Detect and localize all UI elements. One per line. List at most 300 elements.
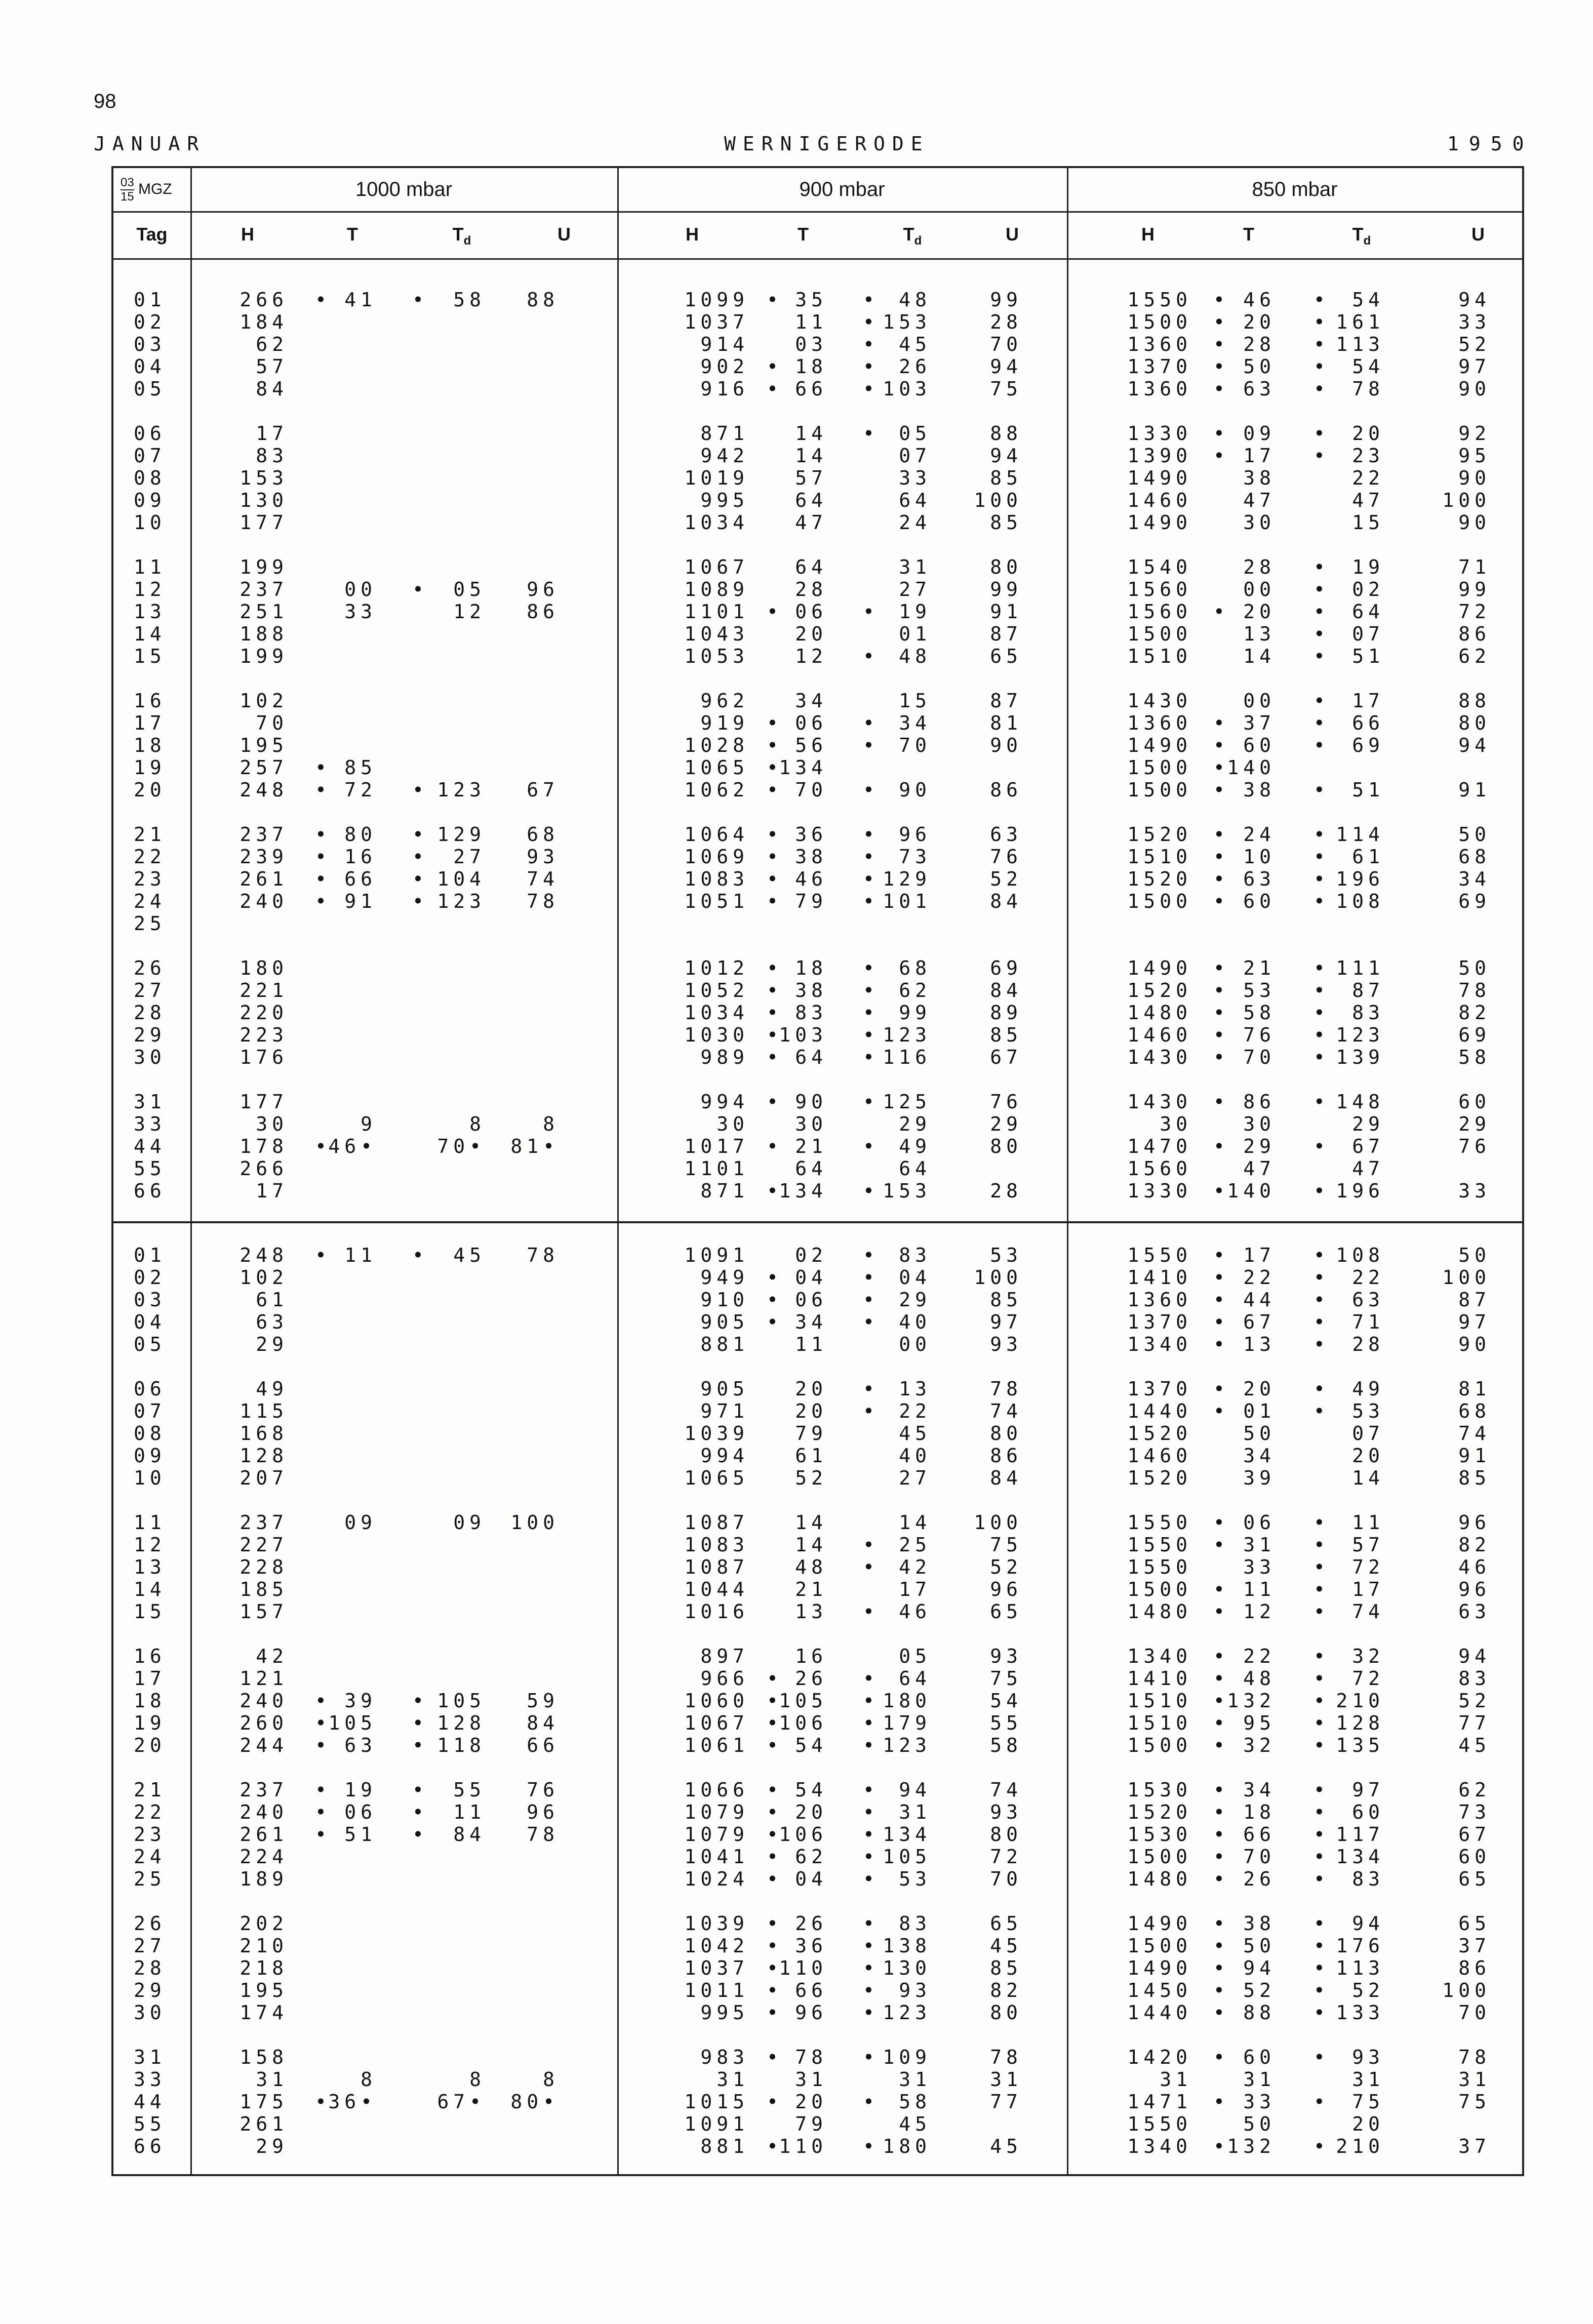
value-cell: 47 (1243, 1157, 1276, 1180)
sign-dot: • (863, 1046, 879, 1068)
day-cell: 20 (134, 779, 166, 801)
value-cell: 108 (1336, 1244, 1384, 1266)
value-cell: 140 (1227, 756, 1276, 779)
sign-dot: • (1313, 556, 1330, 578)
value-cell: 00 (899, 1333, 931, 1355)
table-row (113, 1734, 1522, 1756)
sign-dot: • (1313, 1311, 1330, 1333)
value-cell: 93 (899, 1979, 931, 2001)
sign-dot: • (1313, 734, 1330, 756)
table-row (113, 2113, 1522, 2135)
day-cell: 30 (134, 1046, 166, 1068)
value-cell: 65 (990, 1912, 1022, 1935)
value-cell: 1470 (1127, 1135, 1192, 1157)
sign-dot: • (863, 378, 879, 400)
value-cell: 17 (1243, 445, 1276, 467)
value-cell: 1520 (1127, 979, 1192, 1001)
value-cell: 132 (1227, 1690, 1276, 1712)
sign-dot: • (863, 1957, 879, 1979)
value-cell: 02 (795, 1244, 827, 1266)
value-cell: 22 (1243, 1266, 1276, 1289)
value-cell: 1052 (684, 979, 749, 1001)
value-cell: 47 (1352, 1157, 1384, 1180)
value-cell: 80 (1458, 712, 1491, 734)
table-row (113, 1244, 1522, 1266)
value-cell: 1061 (684, 1734, 749, 1756)
table-row (113, 868, 1522, 890)
value-cell: 177 (240, 511, 288, 534)
table-row (113, 2068, 1522, 2091)
value-cell: 04 (899, 1266, 931, 1289)
value-cell: 195 (240, 734, 288, 756)
sign-dot: • (1213, 1801, 1229, 1823)
sign-dot: • (1213, 1667, 1229, 1690)
sign-dot: • (767, 756, 783, 779)
value-cell: 83 (1458, 1667, 1491, 1690)
value-cell: 123 (883, 1024, 931, 1046)
value-cell: 1067 (684, 1712, 749, 1734)
sign-dot: • (1313, 1935, 1330, 1957)
value-cell: 239 (240, 846, 288, 868)
table-row (113, 2046, 1522, 2068)
value-cell: 90 (1458, 511, 1491, 534)
value-cell: 77 (990, 2091, 1022, 2113)
sign-dot: • (863, 1734, 879, 1756)
value-cell: 1034 (684, 1001, 749, 1024)
value-cell: 40 (899, 1445, 931, 1467)
sign-dot: • (315, 868, 331, 890)
value-cell: 202 (240, 1912, 288, 1935)
value-cell: 135 (1336, 1734, 1384, 1756)
value-cell: 1430 (1127, 1046, 1192, 1068)
sign-dot: • (863, 333, 879, 355)
value-cell: 02 (1352, 578, 1384, 600)
sign-dot: • (863, 1868, 879, 1890)
level-850: 850 mbar (1252, 178, 1338, 201)
value-cell: 1370 (1127, 355, 1192, 378)
value-cell: 92 (1458, 422, 1491, 445)
table-row (113, 511, 1522, 534)
sign-dot: • (767, 289, 783, 311)
value-cell: 1500 (1127, 1734, 1192, 1756)
sign-dot: • (863, 1779, 879, 1801)
sign-dot: • (767, 1690, 783, 1712)
sign-dot: • (1313, 1289, 1330, 1311)
sign-dot: • (767, 355, 783, 378)
value-cell: 1440 (1127, 1400, 1192, 1422)
value-cell: 60 (1458, 1091, 1491, 1113)
day-cell: 55 (134, 2113, 166, 2135)
value-cell: 54 (795, 1779, 827, 1801)
sign-dot: • (863, 1180, 879, 1202)
value-cell: 03 (795, 333, 827, 355)
day-cell: 04 (134, 1311, 166, 1333)
value-cell: 49 (256, 1378, 288, 1400)
value-cell: 80 (990, 1823, 1022, 1846)
value-cell: 1500 (1127, 779, 1192, 801)
value-cell: 1560 (1127, 578, 1192, 600)
value-cell: 153 (240, 467, 288, 489)
sign-dot: • (1313, 1180, 1330, 1202)
sign-dot: • (412, 1801, 428, 1823)
value-cell: 87 (1458, 1289, 1491, 1311)
sign-dot: • (1313, 1333, 1330, 1355)
sign-dot: • (1213, 823, 1229, 846)
value-cell: 34 (1243, 1779, 1276, 1801)
value-cell: 85 (1458, 1467, 1491, 1489)
table-row (113, 1289, 1522, 1311)
value-cell: 70 (990, 1868, 1022, 1890)
value-cell: 23 (1352, 445, 1384, 467)
value-cell: 93 (990, 1645, 1022, 1667)
value-cell: 266 (240, 1157, 288, 1180)
value-cell: 47 (1243, 489, 1276, 511)
value-cell: 99 (1458, 578, 1491, 600)
value-cell: 210 (240, 1935, 288, 1957)
value-cell: 105 (779, 1690, 827, 1712)
day-cell: 02 (134, 311, 166, 333)
value-cell: 20 (795, 1801, 827, 1823)
value-cell: 15 (899, 690, 931, 712)
value-cell: 68 (527, 823, 559, 846)
sign-dot: • (1313, 1001, 1330, 1024)
value-cell: 113 (1336, 333, 1384, 355)
sign-dot: • (1313, 2001, 1330, 2024)
table-row (113, 1400, 1522, 1422)
value-cell: 101 (883, 890, 931, 912)
value-cell: 180 (883, 1690, 931, 1712)
value-cell: 94 (1458, 734, 1491, 756)
value-cell: 14 (1352, 1467, 1384, 1489)
value-cell: 05 (899, 1645, 931, 1667)
sign-dot: • (1313, 979, 1330, 1001)
sign-dot: • (767, 957, 783, 979)
value-cell: 70• (437, 1135, 486, 1157)
sign-dot: • (767, 2046, 783, 2068)
value-cell: 28 (1243, 333, 1276, 355)
sign-dot: • (767, 1979, 783, 2001)
value-cell: 1520 (1127, 868, 1192, 890)
sign-dot: • (315, 756, 331, 779)
day-cell: 16 (134, 1645, 166, 1667)
value-cell: 1340 (1127, 2135, 1192, 2157)
sign-dot: • (863, 1266, 879, 1289)
table-row (113, 1024, 1522, 1046)
sign-dot: • (767, 712, 783, 734)
value-cell: 31 (899, 1801, 931, 1823)
day-cell: 13 (134, 1556, 166, 1578)
day-cell: 07 (134, 445, 166, 467)
value-cell: 27 (899, 578, 931, 600)
value-cell: 29 (1352, 1113, 1384, 1135)
value-cell: 1390 (1127, 445, 1192, 467)
sign-dot: • (767, 2001, 783, 2024)
value-cell: 33 (899, 467, 931, 489)
sign-dot: • (863, 868, 879, 890)
value-cell: 28 (1243, 556, 1276, 578)
sign-dot: • (1213, 1511, 1229, 1534)
sign-dot: • (1213, 2135, 1229, 2157)
value-cell: 168 (240, 1422, 288, 1445)
day-cell: 04 (134, 355, 166, 378)
sign-dot: • (863, 311, 879, 333)
value-cell: 1480 (1127, 1600, 1192, 1623)
sign-dot: • (1313, 1645, 1330, 1667)
table-row (113, 467, 1522, 489)
value-cell: 62 (899, 979, 931, 1001)
sign-dot: • (767, 1868, 783, 1890)
value-cell: 17 (256, 1180, 288, 1202)
day-cell: 23 (134, 868, 166, 890)
value-cell: 78 (990, 1378, 1022, 1400)
value-cell: 1360 (1127, 378, 1192, 400)
value-cell: 100 (1442, 489, 1491, 511)
sign-dot: • (767, 1266, 783, 1289)
sign-dot: • (767, 1001, 783, 1024)
value-cell: 88 (1458, 690, 1491, 712)
day-cell: 08 (134, 1422, 166, 1445)
value-cell: 34 (1458, 868, 1491, 890)
value-cell: 134 (779, 1180, 827, 1202)
sign-dot: • (863, 1534, 879, 1556)
sign-dot: • (863, 2091, 879, 2113)
value-cell: 16 (344, 846, 377, 868)
value-cell: 188 (240, 623, 288, 645)
sign-dot: • (315, 779, 331, 801)
level-1000: 1000 mbar (355, 178, 453, 201)
value-cell: 17 (899, 1578, 931, 1600)
value-cell: 897 (700, 1645, 749, 1667)
col-t-900: T (798, 224, 809, 245)
value-cell: 70 (1243, 1046, 1276, 1068)
value-cell: 1550 (1127, 1534, 1192, 1556)
day-cell: 24 (134, 890, 166, 912)
value-cell: 1011 (684, 1979, 749, 2001)
value-cell: 79 (795, 890, 827, 912)
sign-dot: • (1313, 1600, 1330, 1623)
value-cell: 94 (1458, 289, 1491, 311)
value-cell: 1490 (1127, 957, 1192, 979)
value-cell: 8 (543, 1113, 559, 1135)
value-cell: 60 (1352, 1801, 1384, 1823)
value-cell: 1430 (1127, 690, 1192, 712)
sign-dot: • (863, 1712, 879, 1734)
day-cell: 19 (134, 1712, 166, 1734)
value-cell: 94 (1243, 1957, 1276, 1979)
value-cell: 96 (1458, 1511, 1491, 1534)
value-cell: 63 (344, 1734, 377, 1756)
value-cell: 1530 (1127, 1823, 1192, 1846)
value-cell: 72 (1458, 600, 1491, 623)
value-cell: 942 (700, 445, 749, 467)
value-cell: 91 (1458, 1445, 1491, 1467)
value-cell: 237 (240, 1511, 288, 1534)
value-cell: 14 (899, 1511, 931, 1534)
value-cell: 1440 (1127, 2001, 1192, 2024)
value-cell: 37 (1243, 712, 1276, 734)
value-cell: 30 (256, 1113, 288, 1135)
value-cell: 21 (795, 1135, 827, 1157)
value-cell: 84 (990, 1467, 1022, 1489)
day-cell: 10 (134, 1467, 166, 1489)
value-cell: 36 (795, 823, 827, 846)
value-cell: 17 (256, 422, 288, 445)
value-cell: 76 (990, 846, 1022, 868)
sign-dot: • (1213, 1135, 1229, 1157)
value-cell: 210 (1336, 1690, 1384, 1712)
day-cell: 15 (134, 1600, 166, 1623)
value-cell: 99 (990, 578, 1022, 600)
value-cell: 1034 (684, 511, 749, 534)
value-cell: 58 (453, 289, 486, 311)
value-cell: 78 (1352, 378, 1384, 400)
value-cell: 1560 (1127, 1157, 1192, 1180)
value-cell: 129 (437, 823, 486, 846)
value-cell: 248 (240, 1244, 288, 1266)
sign-dot: • (1313, 1135, 1330, 1157)
value-cell: 995 (700, 2001, 749, 2024)
col-t-1000: T (347, 224, 358, 245)
day-cell: 07 (134, 1400, 166, 1422)
sign-dot: • (1313, 2046, 1330, 2068)
value-cell: 80 (990, 2001, 1022, 2024)
sign-dot: • (412, 779, 428, 801)
day-cell: 14 (134, 1578, 166, 1600)
value-cell: 261 (240, 868, 288, 890)
value-cell: 34 (1243, 1445, 1276, 1467)
value-cell: 237 (240, 578, 288, 600)
sign-dot: • (767, 1734, 783, 1756)
value-cell: 30 (716, 1113, 749, 1135)
col-td-letter: T (1352, 224, 1364, 245)
value-cell: 1015 (684, 2091, 749, 2113)
value-cell: 97 (1352, 1779, 1384, 1801)
day-cell: 29 (134, 1024, 166, 1046)
value-cell: 117 (1336, 1823, 1384, 1846)
value-cell: 1490 (1127, 734, 1192, 756)
value-cell: 75 (1352, 2091, 1384, 2113)
sign-dot: • (1313, 1046, 1330, 1068)
sign-dot: • (767, 734, 783, 756)
sign-dot: • (1313, 378, 1330, 400)
value-cell: 86 (1458, 1957, 1491, 1979)
value-cell: 76 (1243, 1024, 1276, 1046)
value-cell: 35 (795, 289, 827, 311)
day-cell: 05 (134, 1333, 166, 1355)
value-cell: 260 (240, 1712, 288, 1734)
value-cell: 1500 (1127, 1578, 1192, 1600)
value-cell: 118 (437, 1734, 486, 1756)
value-cell: 1030 (684, 1024, 749, 1046)
value-cell: 25 (899, 1534, 931, 1556)
value-cell: 132 (1227, 2135, 1276, 2157)
value-cell: 00 (1243, 578, 1276, 600)
value-cell: 66 (1352, 712, 1384, 734)
value-cell: 42 (899, 1556, 931, 1578)
value-cell: 84 (527, 1712, 559, 1734)
value-cell: 64 (899, 1157, 931, 1180)
value-cell: 52 (990, 1556, 1022, 1578)
value-cell: 53 (990, 1244, 1022, 1266)
value-cell: 1550 (1127, 1511, 1192, 1534)
sign-dot: • (1313, 623, 1330, 645)
value-cell: 52 (1243, 1979, 1276, 2001)
value-cell: 1083 (684, 868, 749, 890)
sign-dot: • (863, 422, 879, 445)
value-cell: 86 (990, 779, 1022, 801)
value-cell: 95 (1243, 1712, 1276, 1734)
table-row (113, 289, 1522, 311)
value-cell: 68 (899, 957, 931, 979)
value-cell: 80 (990, 1422, 1022, 1445)
table-row (113, 311, 1522, 333)
day-cell: 01 (134, 1244, 166, 1266)
value-cell: 871 (700, 1180, 749, 1202)
value-cell: 01 (899, 623, 931, 645)
value-cell: 83 (899, 1912, 931, 1935)
value-cell: 86 (990, 1445, 1022, 1467)
value-cell: 45 (899, 1422, 931, 1445)
value-cell: 33 (1458, 1180, 1491, 1202)
value-cell: 1450 (1127, 1979, 1192, 2001)
day-cell: 44 (134, 2091, 166, 2113)
day-cell: 26 (134, 957, 166, 979)
value-cell: 26 (795, 1667, 827, 1690)
value-cell: 94 (990, 445, 1022, 467)
value-cell: 45 (899, 333, 931, 355)
table-row (113, 1378, 1522, 1400)
value-cell: 22 (1243, 1645, 1276, 1667)
sign-dot: • (1213, 1823, 1229, 1846)
value-cell: 128 (437, 1712, 486, 1734)
value-cell: 138 (883, 1935, 931, 1957)
value-cell: 96 (795, 2001, 827, 2024)
day-cell: 33 (134, 1113, 166, 1135)
value-cell: 96 (990, 1578, 1022, 1600)
value-cell: 22 (1352, 1266, 1384, 1289)
value-cell: 31 (716, 2068, 749, 2091)
sign-dot: • (863, 823, 879, 846)
mgz-hour: 03 (121, 176, 134, 189)
sign-dot: • (1213, 1024, 1229, 1046)
value-cell: 46 (795, 868, 827, 890)
table-row (113, 1957, 1522, 1979)
value-cell: 1069 (684, 846, 749, 868)
col-td-letter: T (903, 224, 914, 245)
value-cell: 54 (795, 1734, 827, 1756)
value-cell: 1460 (1127, 1024, 1192, 1046)
sign-dot: • (767, 846, 783, 868)
value-cell: 29 (256, 1333, 288, 1355)
sign-dot: • (1313, 2135, 1330, 2157)
value-cell: 29 (256, 2135, 288, 2157)
value-cell: 65 (990, 1600, 1022, 1623)
value-cell: 1041 (684, 1846, 749, 1868)
table-row (113, 712, 1522, 734)
sign-dot: • (767, 1779, 783, 1801)
value-cell: 1012 (684, 957, 749, 979)
sign-dot: • (1313, 422, 1330, 445)
sign-dot: • (863, 1979, 879, 2001)
sign-dot: • (863, 1556, 879, 1578)
sign-dot: • (1213, 1333, 1229, 1355)
value-cell: 1500 (1127, 756, 1192, 779)
value-cell: 914 (700, 333, 749, 355)
sign-dot: • (863, 1289, 879, 1311)
day-cell: 13 (134, 600, 166, 623)
value-cell: 1099 (684, 289, 749, 311)
value-cell: 57 (795, 467, 827, 489)
